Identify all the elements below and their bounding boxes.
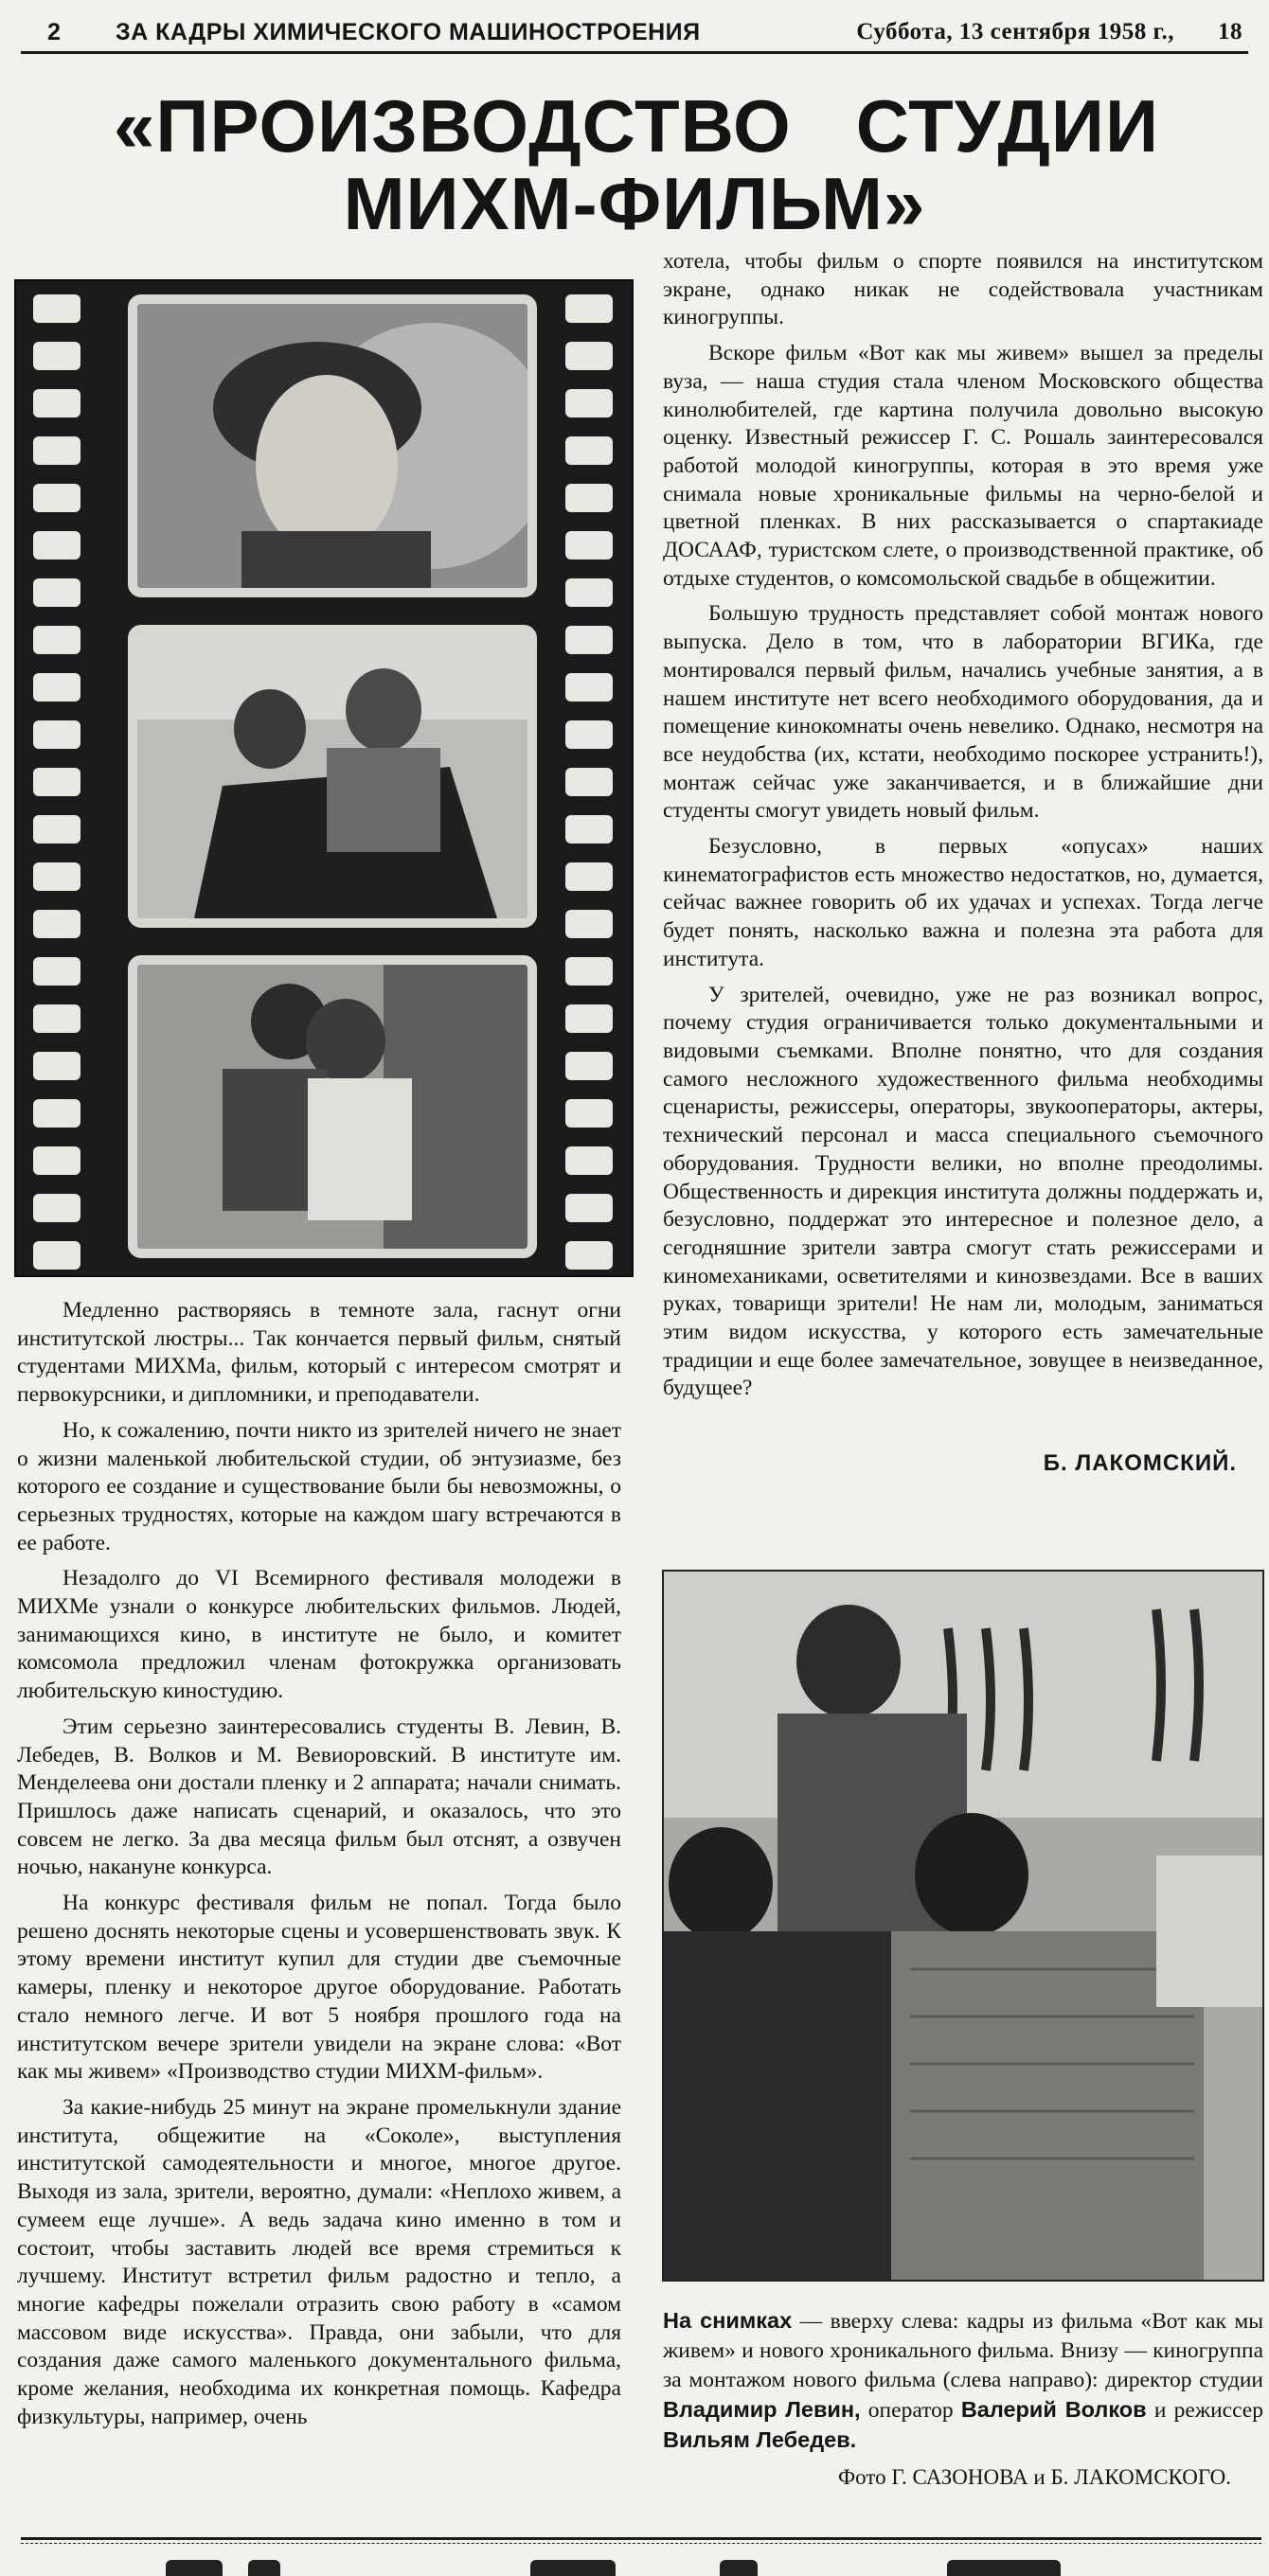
sprocket-hole bbox=[33, 1099, 80, 1128]
film-frame-portrait bbox=[128, 294, 537, 597]
sprocket-hole bbox=[565, 815, 613, 844]
sprocket-hole bbox=[33, 626, 80, 654]
paragraph: На конкурс фестиваля фильм не попал. Тогда было решено доснять некоторые сцены и усовершенствовать звук. К этому времени институт купил для студии две съемочные камеры, пленку и некоторое другое оборудование. Работать стало немного легче. И вот 5 ноября прошлого года на институтском вечере зрители увидели на экране слова: «Вот как мы живем» «Производство студии МИХМ-фильм». bbox=[17, 1891, 621, 2085]
photo-caption bbox=[663, 2306, 1263, 2456]
sprocket-hole bbox=[565, 342, 613, 370]
sprocket-hole bbox=[565, 294, 613, 323]
sprocket-hole bbox=[33, 342, 80, 370]
issue-number: 18 bbox=[1218, 19, 1242, 44]
newspaper-title: ЗА КАДРЫ ХИМИЧЕСКОГО МАШИНОСТРОЕНИЯ bbox=[116, 19, 701, 45]
caption-text: и режиссер bbox=[1146, 2398, 1263, 2423]
sprocket-hole bbox=[565, 768, 613, 796]
article-column-right bbox=[663, 248, 1263, 1475]
caption-text: — вверху слева: кадры из фильма «Вот как мы живем» и нового хроникального фильма. Внизу — киногруппа за монтажом нового фильма (слева направо): директор студии bbox=[663, 2309, 1263, 2392]
sprocket-hole bbox=[33, 294, 80, 323]
caption-lead: На снимках bbox=[663, 2308, 793, 2333]
film-strip-photo bbox=[14, 279, 634, 1277]
sprocket-hole bbox=[33, 862, 80, 891]
paragraph: Этим серьезно заинтересовались студенты В. Левин, В. Лебедев, В. Волков и М. Вевиоровский. В институте им. Менделеева они достали пленку и 2 аппарата; начали снимать. Пришлось даже написать сценарий, и оказалось, что это совсем не легко. За два месяца фильм был отснят, а озвучен ночью, накануне конкурса. bbox=[17, 1714, 621, 1880]
sprocket-hole bbox=[565, 1099, 613, 1128]
headline-line-1: «ПРОИЗВОДСТВО СТУДИИ bbox=[114, 84, 1160, 168]
paragraph: За какие-нибудь 25 минут на экране промелькнули здание института, общежитие на «Соколе», выступления институтской самодеятельности и многое, многое другое. Выходя из зала, зрители, вероятно, думали: «Неплохо живем, а сумеем еще лучше». А ведь задача кино именно в том и состоит, чтобы заставить людей все время стремиться к лучшему. Институт встретил фильм радостно и тепло, а многие кафедры пожелали отразить свою работу в «самом массовом виде искусства». Правда, они забыли, что для создания даже самого маленького документального фильма, кроме желания, необходима их конкретная помощь. Кафедра физкультуры, например, очень bbox=[17, 2094, 621, 2429]
sprocket-hole bbox=[33, 910, 80, 938]
sprocket-hole bbox=[33, 436, 80, 465]
sprocket-hole bbox=[33, 815, 80, 844]
sprocket-hole bbox=[565, 910, 613, 938]
caption-text: оператор bbox=[860, 2398, 961, 2423]
sprocket-hole bbox=[33, 531, 80, 560]
sprocket-hole bbox=[565, 389, 613, 417]
sprocket-hole bbox=[33, 673, 80, 702]
caption-name: Валерий Волков bbox=[960, 2397, 1147, 2422]
paragraph: хотела, чтобы фильм о спорте появился на институтском экране, однако никак не содействовала участникам киногруппы. bbox=[663, 249, 1263, 330]
sprocket-hole bbox=[565, 720, 613, 749]
article-column-left bbox=[17, 1297, 621, 2547]
sprocket-hole bbox=[565, 436, 613, 465]
headline-line-2: МИХМ-ФИЛЬМ» bbox=[343, 162, 926, 245]
paragraph: Большую трудность представляет собой монтаж нового выпуска. Дело в том, что в лаборатории ВГИКа, где монтировался первый фильм, начались учебные занятия, а в нашем институте нет всего необходимого оборудования, да и помещение кинокомнаты очень невелико. Однако, несмотря на все неудобства (их, кстати, необходимо поскорее устранить!), монтаж сейчас уже заканчивается, и в ближайшие дни студенты смогут увидеть новый фильм. bbox=[663, 601, 1263, 824]
sprocket-hole bbox=[565, 1194, 613, 1222]
sprocket-hole bbox=[33, 1052, 80, 1080]
film-frame-couple-kiss bbox=[128, 955, 537, 1258]
sprocket-hole bbox=[33, 957, 80, 986]
caption-name: Вильям Лебедев. bbox=[663, 2427, 857, 2452]
article-author: Б. ЛАКОМСКИЙ. bbox=[1043, 1450, 1237, 1476]
sprocket-hole bbox=[33, 768, 80, 796]
sprocket-hole bbox=[565, 1052, 613, 1080]
sprocket-hole bbox=[33, 1241, 80, 1270]
photo-credit: Фото Г. САЗОНОВА и Б. ЛАКОМСКОГО. bbox=[837, 2465, 1231, 2489]
page-number: 2 bbox=[47, 19, 62, 45]
paragraph: Медленно растворяясь в темноте зала, гаснут огни институтской люстры... Так кончается первый фильм, снятый студентами МИХМа, фильм, который с интересом смотрят и первокурсники, и дипломники, и преподаватели. bbox=[17, 1298, 621, 1408]
sprocket-hole bbox=[33, 578, 80, 607]
sprocket-hole bbox=[33, 484, 80, 512]
sprocket-hole bbox=[565, 1004, 613, 1033]
page-header bbox=[21, 13, 1248, 54]
bottom-rule-dashed bbox=[21, 2543, 1261, 2544]
paragraph: Но, к сожалению, почти никто из зрителей ничего не знает о жизни маленькой любительской студии, об энтузиазме, без которого ее создание и существование были бы невозможны, о серьезных трудностях, которые на каждом шагу встречаются в ее работе. bbox=[17, 1417, 621, 1555]
sprocket-hole bbox=[565, 673, 613, 702]
sprocket-hole bbox=[565, 1146, 613, 1175]
sprocket-hole bbox=[565, 531, 613, 560]
sprocket-hole bbox=[565, 484, 613, 512]
sprocket-hole bbox=[565, 957, 613, 986]
sprocket-hole bbox=[565, 578, 613, 607]
film-frame-couple-sofa bbox=[128, 625, 537, 928]
caption-name: Владимир Левин, bbox=[663, 2397, 861, 2422]
sprocket-hole bbox=[565, 626, 613, 654]
next-article-cutoff bbox=[0, 2556, 1269, 2576]
sprocket-hole bbox=[33, 1004, 80, 1033]
sprocket-hole bbox=[33, 389, 80, 417]
paragraph: Вскоре фильм «Вот как мы живем» вышел за пределы вуза, — наша студия стала членом Московского общества кинолюбителей, где картина получила довольно высокую оценку. Известный режиссер Г. С. Рошаль заинтересовался работой молодой киногруппы, которая в это время уже снимала новые хроникальные фильмы на черно-белой и цветной пленках. В них рассказывается о спартакиаде ДОСААФ, туристском слете, о производственной практике, об отдыхе студентов, о комсомольской свадьбе в общежитии. bbox=[663, 341, 1263, 591]
sprocket-hole bbox=[565, 862, 613, 891]
paragraph: У зрителей, очевидно, уже не раз возникал вопрос, почему студия ограничивается только документальными и видовыми съемками. Вполне понятно, что для создания самого несложного художественного фильма необходимы сценаристы, режиссеры, операторы, звукооператоры, актеры, технический персонал и масса специального съемочного оборудования. Трудности велики, но вполне преодолимы. Общественность и дирекция института должны поддержать и, безусловно, поддержат это интересное и полезное дело, а сегодняшние зрители завтра смогут стать режиссерами и киномеханиками, осветителями и кинозвездами. Все в ваших руках, товарищи зрители! Не нам ли, молодым, заниматься этим видом искусства, у которого есть замечательные традиции и еще более замечательное, зовущее в неизведанное, будущее? bbox=[663, 982, 1263, 1401]
issue-date: Суббота, 13 сентября 1958 г., bbox=[856, 19, 1174, 44]
article-headline bbox=[114, 84, 1160, 245]
paragraph: Безусловно, в первых «опусах» наших кинематографистов есть множество недостатков, но, думается, сейчас важнее говорить об их удачах и успехах. Тогда легче будет понять, насколько важна и полезна эта работа для института. bbox=[663, 834, 1263, 971]
sprocket-hole bbox=[33, 1194, 80, 1222]
sprocket-hole bbox=[33, 720, 80, 749]
bottom-rule bbox=[21, 2537, 1261, 2540]
paragraph: Незадолго до VI Всемирного фестиваля молодежи в МИХМе узнали о конкурсе любительских фильмов. Людей, занимающихся кино, в институте не было, и комитет комсомола предложил членам фотокружка организовать любительскую киностудию. bbox=[17, 1566, 621, 1704]
film-crew-photo bbox=[662, 1570, 1264, 2282]
sprocket-hole bbox=[33, 1146, 80, 1175]
sprocket-hole bbox=[565, 1241, 613, 1270]
